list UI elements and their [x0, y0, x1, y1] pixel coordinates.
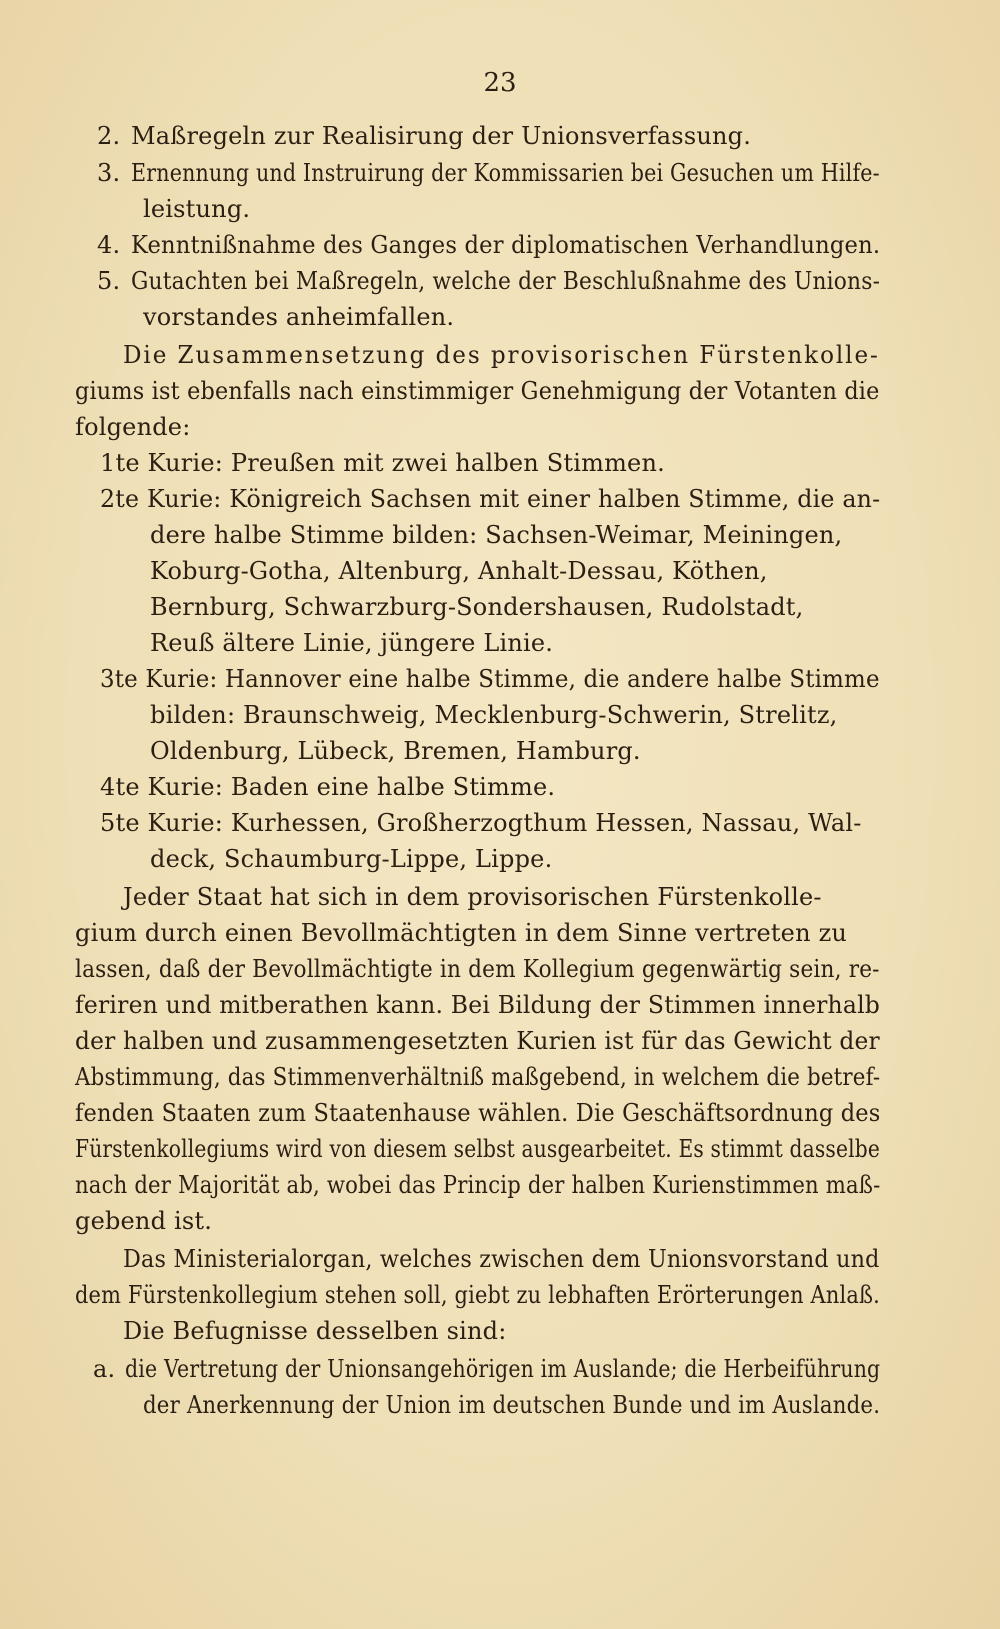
list-item-marker-2: 2. [97, 122, 121, 150]
list-item-5-line-1: Gutachten bei Maßregeln, welche der Beschlußnahme des Unions- [131, 267, 881, 295]
kurie-3-line-2: bilden: Braunschweig, Mecklenburg-Schwerin, Strelitz, [150, 701, 838, 729]
paragraph-2-line-5: der halben und zusammengesetzten Kurien ist für das Gewicht der [75, 1027, 880, 1055]
paragraph-3-line-3: Die Befugnisse desselben sind: [123, 1317, 507, 1345]
paragraph-2-line-9: nach der Majorität ab, wobei das Princip der halben Kurienstimmen maß- [75, 1171, 881, 1199]
paragraph-2-line-1: Jeder Staat hat sich in dem provisorischen Fürstenkolle- [123, 883, 822, 911]
paragraph-2-line-7: fenden Staaten zum Staatenhause wählen. Die Geschäftsordnung des [75, 1099, 881, 1127]
paragraph-2-line-2: gium durch einen Bevollmächtigten in dem Sinne vertreten zu [75, 919, 848, 947]
list-item-5-line-2: vorstandes anheimfallen. [143, 303, 455, 331]
kurie-1-line-1: 1te Kurie: Preußen mit zwei halben Stimmen. [100, 449, 665, 477]
paragraph-2-line-4: feriren und mitberathen kann. Bei Bildung der Stimmen innerhalb [75, 991, 881, 1019]
kurie-2-line-1: 2te Kurie: Königreich Sachsen mit einer halben Stimme, die an- [100, 485, 881, 513]
kurie-5-line-2: deck, Schaumburg-Lippe, Lippe. [150, 845, 553, 873]
kurie-2-line-3: Koburg-Gotha, Altenburg, Anhalt-Dessau, Köthen, [150, 557, 768, 585]
kurie-2-line-5: Reuß ältere Linie, jüngere Linie. [150, 629, 554, 657]
kurie-3-line-1: 3te Kurie: Hannover eine halbe Stimme, die andere halbe Stimme [100, 665, 880, 693]
paragraph-1-line-3: folgende: [75, 413, 191, 441]
paragraph-3-line-1: Das Ministerialorgan, welches zwischen dem Unionsvorstand und [123, 1245, 880, 1273]
page-number: 23 [483, 68, 517, 98]
kurie-2-line-4: Bernburg, Schwarzburg-Sondershausen, Rudolstadt, [150, 593, 804, 621]
list-a-line-1: die Vertretung der Unionsangehörigen im Auslande; die Herbeiführung [125, 1355, 881, 1383]
list-item-3-line-2: leistung. [143, 195, 251, 223]
list-item-marker-3: 3. [97, 159, 121, 187]
paragraph-2-line-10: gebend ist. [75, 1207, 213, 1235]
kurie-2-line-2: dere halbe Stimme bilden: Sachsen-Weimar, Meiningen, [150, 521, 843, 549]
paragraph-2-line-8: Fürstenkollegiums wird von diesem selbst ausgearbeitet. Es stimmt dasselbe [75, 1135, 880, 1163]
kurie-4-line-1: 4te Kurie: Baden eine halbe Stimme. [100, 773, 556, 801]
list-item-4-line-1: Kenntnißnahme des Ganges der diplomatischen Verhandlungen. [131, 231, 881, 259]
paragraph-3-line-2: dem Fürstenkollegium stehen soll, giebt zu lebhaften Erörterungen Anlaß. [75, 1281, 880, 1309]
paragraph-1-line-1: Die Zusammensetzung des provisorischen Fürstenkolle- [123, 341, 880, 369]
list-item-2-line-1: Maßregeln zur Realisirung der Unionsverfassung. [131, 122, 752, 150]
paragraph-2-line-6: Abstimmung, das Stimmenverhältniß maßgebend, in welchem die betref- [75, 1063, 881, 1091]
list-a-marker: a. [93, 1355, 116, 1383]
list-item-3-line-1: Ernennung und Instruirung der Kommissarien bei Gesuchen um Hilfe- [131, 159, 880, 187]
kurie-3-line-3: Oldenburg, Lübeck, Bremen, Hamburg. [150, 737, 641, 765]
list-a-line-2: der Anerkennung der Union im deutschen Bunde und im Auslande. [143, 1391, 881, 1419]
kurie-5-line-1: 5te Kurie: Kurhessen, Großherzogthum Hessen, Nassau, Wal- [100, 809, 862, 837]
list-item-marker-4: 4. [97, 231, 121, 259]
paragraph-2-line-3: lassen, daß der Bevollmächtigte in dem Kollegium gegenwärtig sein, re- [75, 955, 880, 983]
paragraph-1-line-2: giums ist ebenfalls nach einstimmiger Genehmigung der Votanten die [75, 377, 880, 405]
list-item-marker-5: 5. [97, 267, 121, 295]
